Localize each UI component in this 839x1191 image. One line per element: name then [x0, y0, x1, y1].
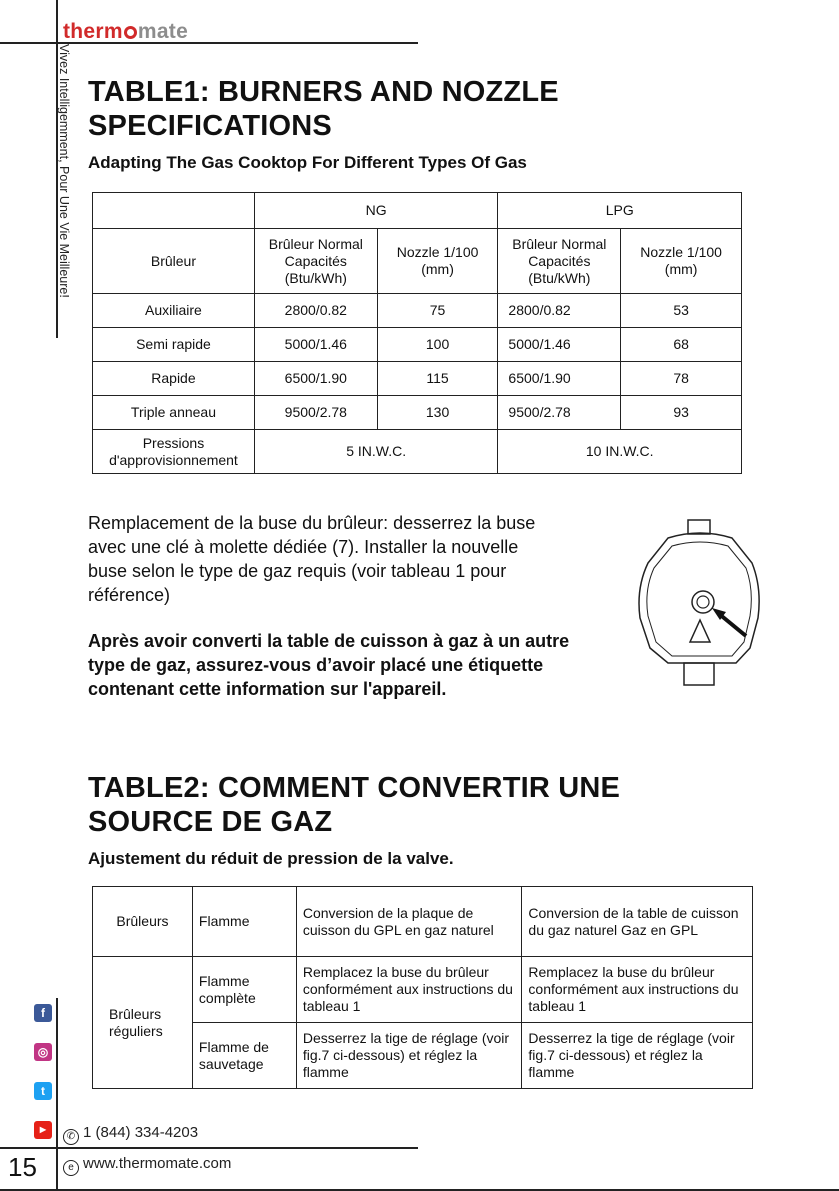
- table-row: Flamme de sauvetage Desserrez la tige de réglage (voir fig.7 ci-dessous) et réglez la flamme Desserrez la tige de réglage (voir fig.7 ci-dessous) et réglez la flamme: [93, 1023, 753, 1089]
- twitter-icon[interactable]: t: [34, 1082, 52, 1100]
- phone-line: ✆ 1 (844) 334-4203: [63, 1124, 198, 1145]
- sidebar-tagline: Vivez Intelligemment, Pour Une Vie Meilleure!: [57, 44, 71, 298]
- phone-icon: ✆: [63, 1129, 79, 1145]
- web-icon: e: [63, 1160, 79, 1176]
- table-row: Pressions d'approvisionnement 5 IN.W.C. 10 IN.W.C.: [93, 430, 742, 474]
- burner-nozzle-diagram: [628, 518, 773, 688]
- ng-header: NG: [254, 193, 498, 229]
- gas-conversion-table: [92, 886, 753, 1089]
- table-row: Triple anneau 9500/2.78 130 9500/2.78 93: [93, 396, 742, 430]
- section1-subtitle: Adapting The Gas Cooktop For Different Types Of Gas: [88, 153, 527, 172]
- youtube-icon[interactable]: ▶: [34, 1121, 52, 1139]
- instagram-icon[interactable]: ◎: [34, 1043, 52, 1061]
- conversion-warning-text: Après avoir converti la table de cuisson à gaz à un autre type de gaz, assurez-vous d’avoir placé une étiquette contenant cette information sur l'appareil.: [88, 631, 570, 699]
- table-row: [93, 193, 742, 229]
- table-row: Brûleurs réguliers Flamme complète Remplacez la buse du brûleur conformément aux instructions du tableau 1 Remplacez la buse du brûleur conformément aux instructions du tableau 1: [93, 957, 753, 1023]
- nozzle-spec-table: [92, 192, 742, 474]
- section2-title: TABLE2: COMMENT CONVERTIR UNE SOURCE DE GAZ: [88, 772, 621, 838]
- table-row: Brûleur Brûleur Normal Capacités (Btu/kWh) Nozzle 1/100 (mm) Brûleur Normal Capacités (Btu/kWh) Nozzle 1/100 (mm): [93, 229, 742, 294]
- section2-subtitle: Ajustement du réduit de pression de la valve.: [88, 849, 454, 868]
- table-row: Rapide 6500/1.90 115 6500/1.90 78: [93, 362, 742, 396]
- table-row: Brûleurs Flamme Conversion de la plaque de cuisson du GPL en gaz naturel Conversion de la table de cuisson du gaz naturel Gaz en GPL: [93, 887, 753, 957]
- brand-logo: therm mate: [63, 20, 189, 43]
- brand-o-icon: [124, 26, 137, 39]
- section1-title: TABLE1: BURNERS AND NOZZLE SPECIFICATIONS: [88, 76, 559, 142]
- lpg-header: LPG: [498, 193, 742, 229]
- footer-rule: [0, 1147, 418, 1149]
- table-row: Auxiliaire 2800/0.82 75 2800/0.82 53: [93, 294, 742, 328]
- nozzle-replacement-text: Remplacement de la buse du brûleur: desserrez la buse avec une clé à molette dédiée (7). Installer la nouvelle buse selon le type de gaz requis (voir tableau 1 pour référence): [88, 513, 536, 605]
- page-number: 15: [8, 1152, 37, 1182]
- facebook-icon[interactable]: f: [34, 1004, 52, 1022]
- sidebar-bottom-rule: [56, 998, 58, 1191]
- website-link[interactable]: e www.thermomate.com: [63, 1155, 231, 1176]
- table-row: Semi rapide 5000/1.46 100 5000/1.46 68: [93, 328, 742, 362]
- regular-burners-label: Brûleurs réguliers: [93, 957, 193, 1089]
